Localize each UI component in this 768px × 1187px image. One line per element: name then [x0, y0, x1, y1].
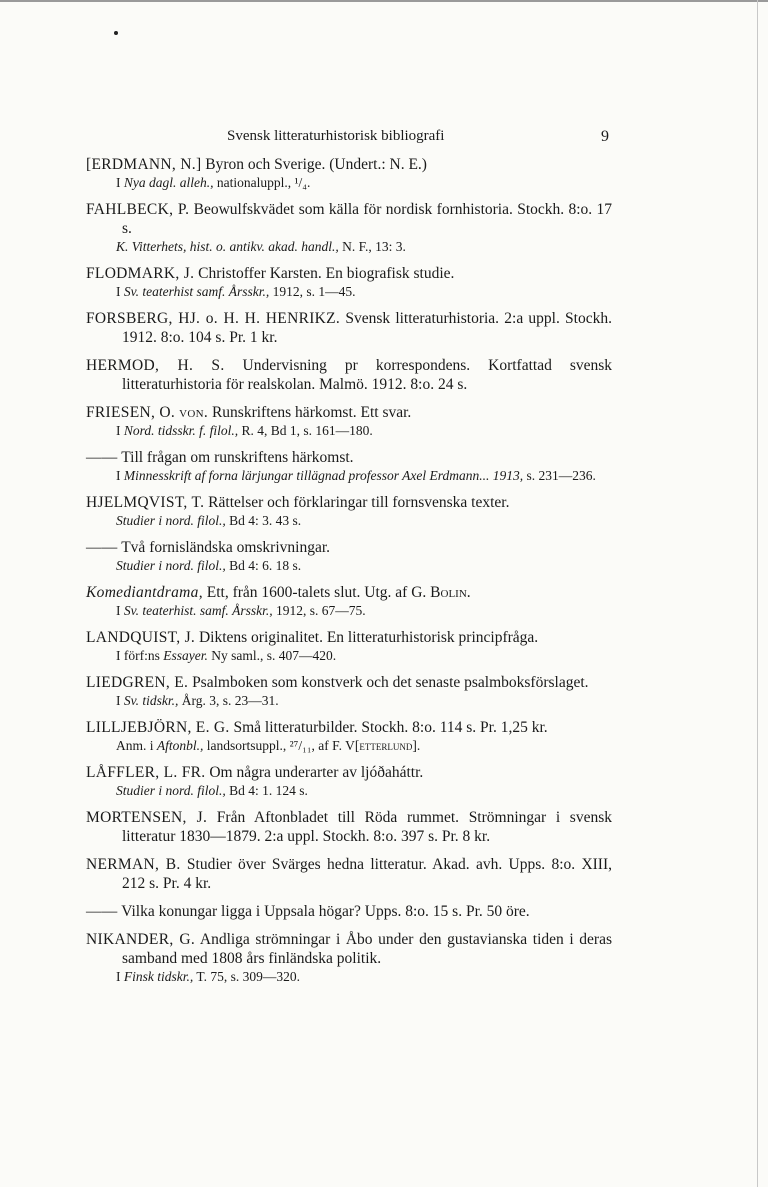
entry-source-end: . [416, 738, 421, 753]
bibliography-list [86, 155, 612, 994]
entry-source-prefix: I [116, 468, 124, 483]
entry-hjelmqvist-2 [86, 538, 612, 574]
entry-title: Studier över Svärges hedna litteratur. Akad. avh. Upps. 8:o. XIII, 212 s. Pr. 4 kr. [122, 856, 613, 892]
entry-source: Sv. tidskr., [123, 693, 179, 708]
entry-title: Andliga strömningar i Åbo under den gustavianska tiden i deras samband med 1808 års finländska politik. [122, 931, 612, 967]
entry-liedgren [86, 673, 612, 709]
entry-source-details: Ny saml., s. 407—420. [207, 648, 337, 663]
entry-source-details: T. 75, s. 309—320. [193, 969, 301, 984]
entry-title: Från Aftonbladet till Röda rummet. Strömningar i svensk litteratur 1830—1879. 2:a uppl. Stockh. 8:o. 397 s. Pr. 8 kr. [122, 809, 612, 845]
entry-hjelmqvist [86, 493, 612, 529]
entry-title: Vilka konungar ligga i Uppsala högar? Upps. 8:o. 15 s. Pr. 50 öre. [121, 903, 530, 920]
entry-source: Studier i nord. filol., [116, 558, 226, 573]
entry-source-prefix: I [116, 693, 124, 708]
scan-top-edge [0, 0, 768, 2]
entry-author: LILLJEBJÖRN, E. G. [86, 719, 230, 736]
entry-title: Christoffer Karsten. En biografisk studie. [198, 265, 455, 282]
scan-right-edge [757, 0, 758, 1187]
entry-source-prefix: Anm. i [116, 738, 157, 753]
entry-author: NERMAN, B. [86, 856, 181, 873]
entry-title-text: Ett, från 1600-talets slut. Utg. af G. [206, 584, 431, 601]
entry-friesen-2 [86, 448, 612, 484]
entry-reviewer: [etterlund] [354, 738, 417, 753]
entry-hermod [86, 356, 612, 394]
entry-title: Svensk litteraturhistoria. 2:a uppl. Stockh. 1912. 8:o. 104 s. Pr. 1 kr. [122, 310, 612, 346]
entry-source-prefix: I förf:ns [116, 648, 164, 663]
entry-lilljebjorn [86, 718, 612, 754]
entry-source: Sv. teaterhist. samf. Årsskr., [123, 603, 273, 618]
entry-source: Nord. tidsskr. f. filol., [123, 423, 239, 438]
entry-editor: Bolin [430, 584, 467, 601]
entry-author: MORTENSEN, J. [86, 809, 208, 826]
entry-source-prefix: I [116, 175, 124, 190]
entry-title [207, 584, 471, 601]
entry-author-name: FRIESEN, O. [86, 404, 180, 421]
entry-author-particle: von [179, 404, 204, 421]
entry-author: LIEDGREN, E. [86, 674, 189, 691]
entry-komediantdrama [86, 583, 612, 619]
entry-laffler [86, 763, 612, 799]
entry-ditto-dash: —— [86, 449, 118, 466]
entry-source: Aftonbl., [156, 738, 204, 753]
entry-author: HERMOD, H. S. [86, 357, 225, 374]
entry-mortensen [86, 808, 612, 846]
entry-source: Studier i nord. filol., [116, 783, 226, 798]
entry-ditto-dash: —— [86, 539, 118, 556]
entry-author: [ERDMANN, N.] [86, 156, 202, 173]
entry-source-prefix: I [116, 969, 124, 984]
entry-source: Essayer. [163, 648, 208, 663]
entry-author: FORSBERG, HJ. o. H. H. HENRIKZ. [86, 310, 341, 327]
entry-title: Beowulfskvädet som källa för nordisk fornhistoria. Stockh. 8:o. 17 s. [122, 201, 613, 237]
entry-source: Minnesskrift af forna lärjungar tillägnad professor Axel Erdmann... 1913, [123, 468, 524, 483]
entry-author: NIKANDER, G. [86, 931, 196, 948]
entry-source-details: landsortsuppl., ²⁷/₁₁, af F. V [203, 738, 355, 753]
entry-title: Psalmboken som konstverk och det senaste psalmboksförslaget. [192, 674, 589, 691]
entry-author: LÅFFLER, L. FR. [86, 764, 206, 781]
entry-source-details: Årg. 3, s. 23—31. [178, 693, 279, 708]
page-number: 9 [601, 128, 609, 145]
entry-fahlbeck [86, 200, 612, 255]
entry-title: Små litteraturbilder. Stockh. 8:o. 114 s. Pr. 1,25 kr. [233, 719, 548, 736]
entry-source-prefix: I [116, 284, 124, 299]
entry-source: Nya dagl. alleh., [123, 175, 214, 190]
ink-speck [114, 31, 118, 35]
entry-title: Undervisning pr korrespondens. Kortfattad svensk litteraturhistoria för realskolan. Malmö. 1912. 8:o. 24 s. [122, 357, 613, 393]
entry-source-prefix: I [116, 603, 124, 618]
entry-ditto-dash: —— [86, 903, 118, 920]
entry-landquist [86, 628, 612, 664]
entry-source-details: Bd 4: 1. 124 s. [225, 783, 308, 798]
entry-erdmann [86, 155, 612, 191]
entry-source: Finsk tidskr., [123, 969, 194, 984]
entry-source-details: 1912, s. 67—75. [272, 603, 366, 618]
entry-author: FLODMARK, J. [86, 265, 195, 282]
entry-source-details: 1912, s. 1—45. [269, 284, 356, 299]
entry-source-details: Bd 4: 3. 43 s. [225, 513, 302, 528]
entry-source-details: N. F., 13: 3. [338, 239, 406, 254]
entry-author: HJELMQVIST, T. [86, 494, 205, 511]
running-title: Svensk litteraturhistorisk bibliografi [227, 128, 445, 144]
entry-source-details: s. 231—236. [523, 468, 596, 483]
entry-author: Komediantdrama, [86, 584, 203, 601]
entry-friesen [86, 403, 612, 439]
entry-source-prefix: I [116, 423, 124, 438]
entry-title: Rättelser och förklaringar till fornsvenska texter. [208, 494, 510, 511]
entry-author-end: . [203, 404, 209, 421]
entry-forsberg [86, 309, 612, 347]
entry-source-details: nationaluppl., ¹/₄. [213, 175, 311, 190]
entry-title: Till frågan om runskriftens härkomst. [121, 449, 354, 466]
entry-title: Byron och Sverige. (Undert.: N. E.) [205, 156, 427, 173]
entry-nikander [86, 930, 612, 985]
entry-title: Diktens originalitet. En litteraturhistorisk principfråga. [198, 629, 539, 646]
entry-source: Studier i nord. filol., [116, 513, 226, 528]
entry-title: Om några underarter av ljóðaháttr. [209, 764, 424, 781]
entry-flodmark [86, 264, 612, 300]
entry-author [86, 404, 208, 421]
entry-title: Två fornisländska omskrivningar. [121, 539, 330, 556]
entry-source: Sv. teaterhist samf. Årsskr., [123, 284, 270, 299]
entry-source-details: Bd 4: 6. 18 s. [225, 558, 302, 573]
entry-source: K. Vitterhets, hist. o. antikv. akad. handl., [116, 239, 339, 254]
entry-title-end: . [466, 584, 471, 601]
entry-nerman-2 [86, 902, 612, 921]
entry-nerman [86, 855, 612, 893]
entry-author: LANDQUIST, J. [86, 629, 196, 646]
entry-author: FAHLBECK, P. [86, 201, 190, 218]
entry-source-details: R. 4, Bd 1, s. 161—180. [238, 423, 373, 438]
entry-title: Runskriftens härkomst. Ett svar. [211, 404, 412, 421]
